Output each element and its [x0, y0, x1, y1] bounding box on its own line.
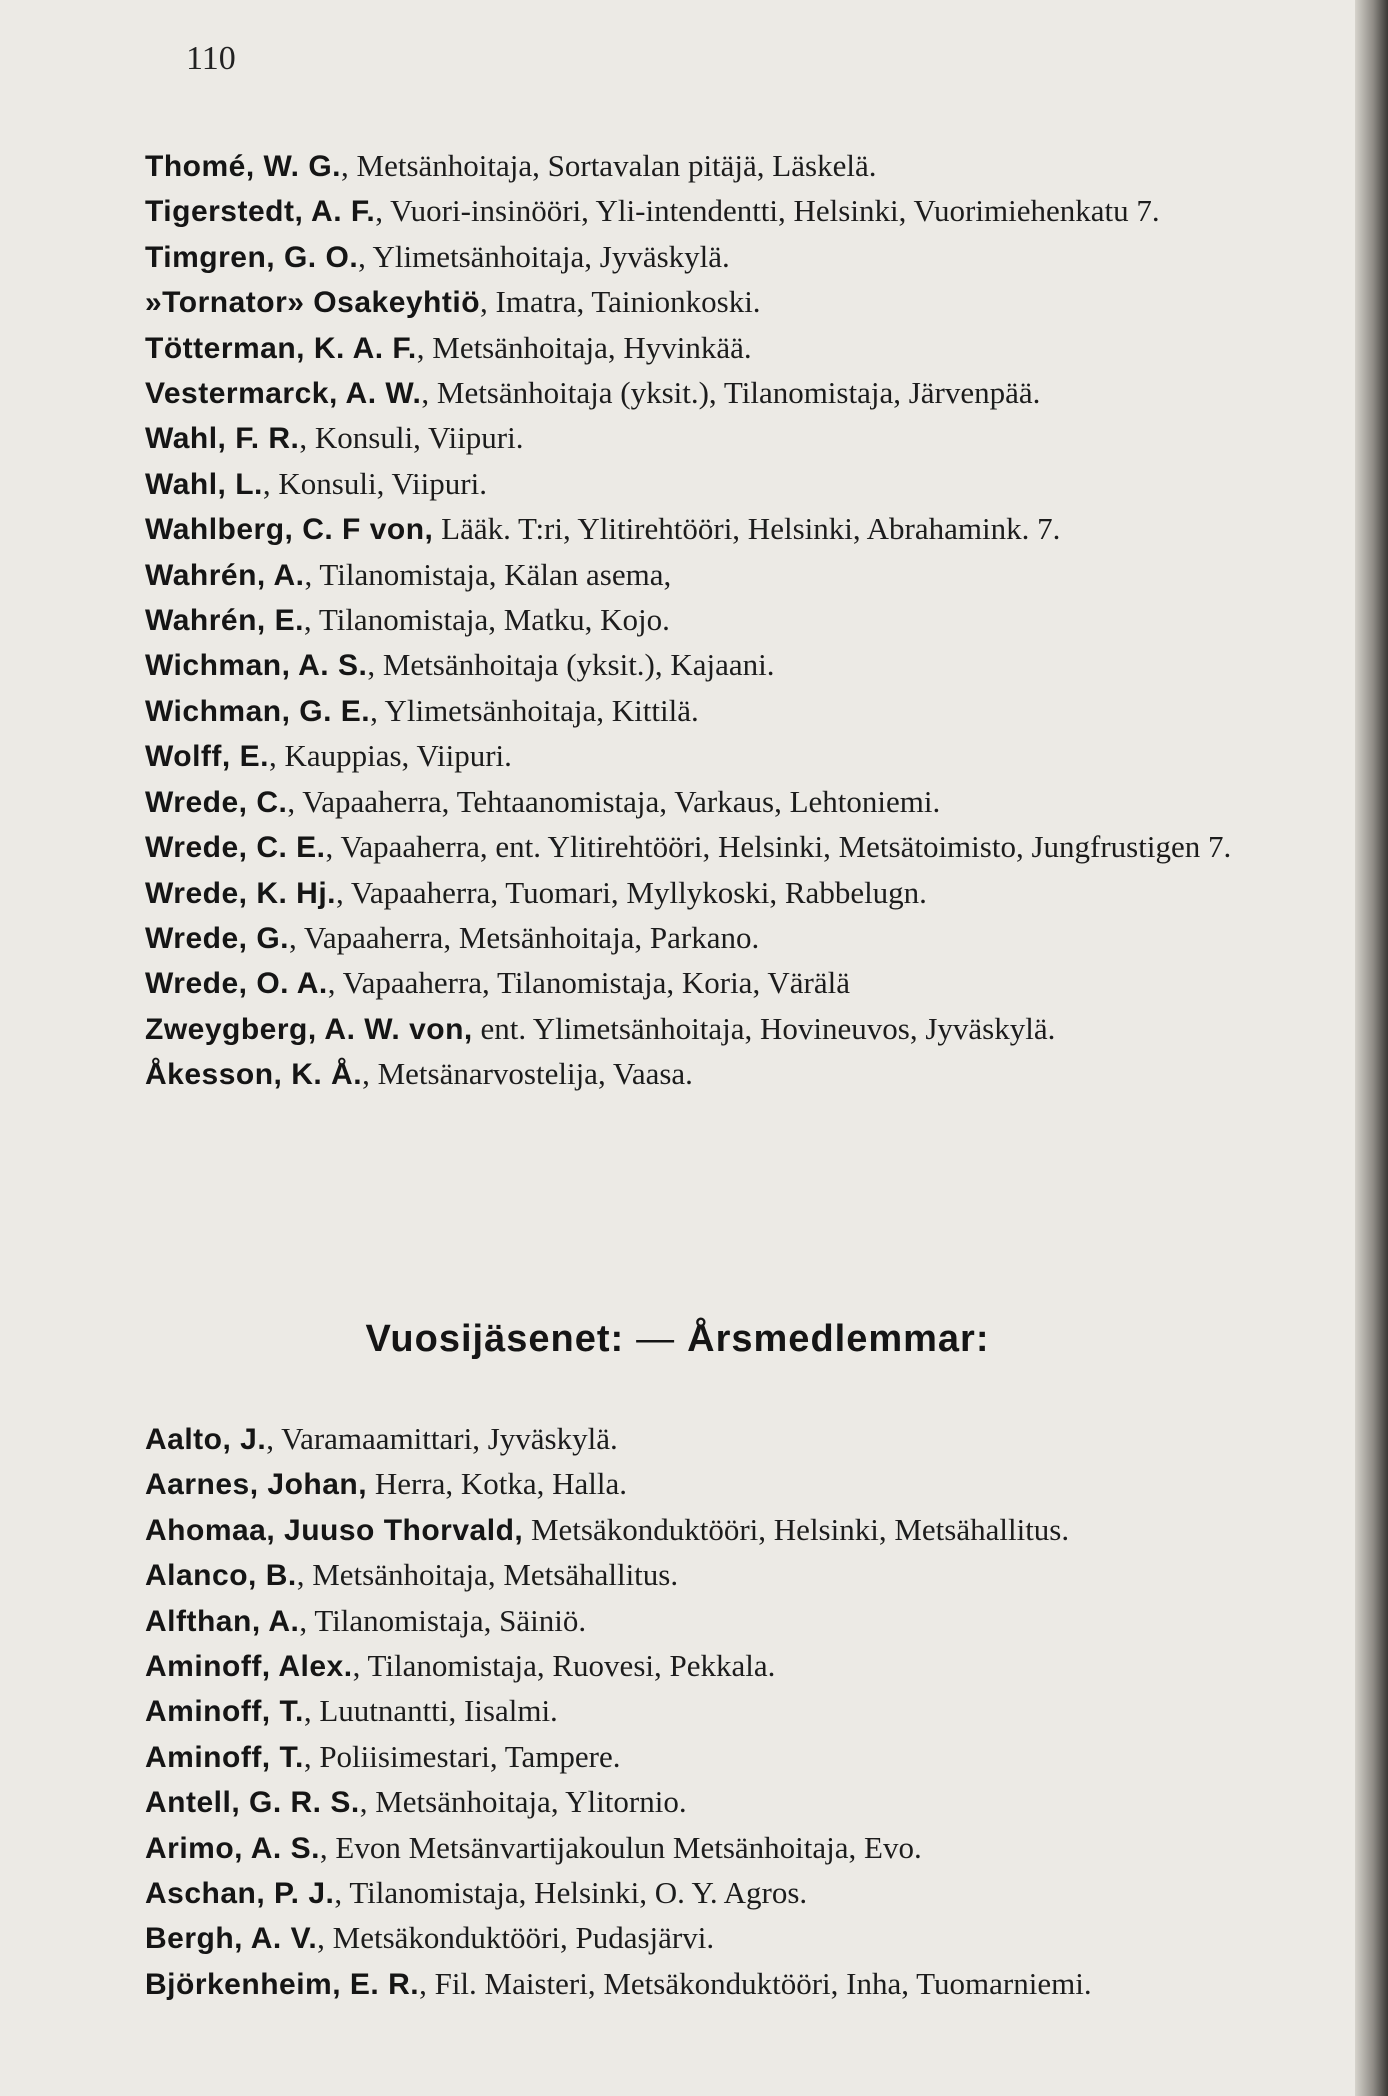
entry-details: , Konsuli, Viipuri. [299, 420, 524, 456]
entry-name: Tigerstedt, A. F. [145, 195, 376, 229]
entry-details: ent. Ylimetsänhoitaja, Hovineuvos, Jyväskylä. [472, 1010, 1056, 1046]
entry-name: Åkesson, K. Å. [145, 1058, 363, 1092]
entry-details: , Luutnantti, Iisalmi. [303, 1693, 558, 1729]
list-item [145, 1916, 1325, 1961]
member-list-lifetime [145, 144, 1325, 1098]
entry-name: Aarnes, Johan, [145, 1468, 368, 1502]
entry-details: , Metsänhoitaja, Sortavalan pitäjä, Läskelä. [341, 148, 877, 183]
entry-details: , Metsänhoitaja, Ylitornio. [359, 1784, 687, 1820]
entry-name: Aminoff, Alex. [145, 1650, 353, 1684]
entry-name: Wrede, G. [145, 921, 289, 955]
list-item [145, 280, 1325, 325]
entry-details: , Vapaaherra, Metsänhoitaja, Parkano. [288, 919, 760, 955]
entry-name: Wahl, F. R. [145, 422, 300, 456]
entry-details: , Vapaaherra, ent. Ylitirehtööri, Helsinki, Metsätoimisto, Jungfrustigen 7. [325, 829, 1232, 865]
entry-details: , Metsänhoitaja, Metsähallitus. [296, 1557, 679, 1593]
entry-details: , Tilanomistaja, Kälan asema, [304, 556, 672, 592]
entry-name: Aminoff, T. [145, 1695, 304, 1729]
section-heading [0, 1318, 1355, 1361]
list-item [145, 462, 1325, 507]
list-item [145, 643, 1325, 688]
entry-name: Alanco, B. [145, 1559, 297, 1593]
entry-details: , Konsuli, Viipuri. [262, 465, 487, 501]
list-item [145, 416, 1325, 461]
entry-name: Aalto, J. [145, 1423, 267, 1456]
page-number: 110 [186, 40, 236, 77]
entry-details: , Vapaaherra, Tilanomistaja, Koria, Värälä [327, 965, 850, 1001]
entry-details: , Tilanomistaja, Matku, Kojo. [303, 602, 670, 638]
book-spine-shadow [1355, 0, 1388, 2096]
list-item [145, 961, 1325, 1006]
entry-details: , Ylimetsänhoitaja, Kittilä. [370, 692, 699, 728]
entry-details: , Metsänhoitaja (yksit.), Kajaani. [367, 647, 775, 683]
list-item [145, 1780, 1325, 1825]
entry-details: , Tilanomistaja, Säiniö. [299, 1602, 587, 1638]
entry-name: Wrede, C. [145, 785, 288, 819]
entry-details: , Vapaaherra, Tuomari, Myllykoski, Rabbelugn. [335, 874, 927, 910]
list-item [145, 1417, 1325, 1462]
entry-name: Ahomaa, Juuso Thorvald, [145, 1513, 524, 1547]
entry-details: Lääk. T:ri, Ylitirehtööri, Helsinki, Abrahamink. 7. [433, 511, 1061, 547]
section-heading-swedish: Årsmedlemmar: [687, 1318, 990, 1360]
list-item [145, 326, 1325, 371]
list-item [145, 598, 1325, 643]
list-item [145, 1052, 1325, 1097]
entry-name: Wichman, A. S. [145, 649, 368, 683]
entry-details: , Fil. Maisteri, Metsäkonduktööri, Inha, Tuomarniemi. [419, 1965, 1092, 2001]
entry-name: Wahrén, E. [145, 604, 304, 638]
entry-details: , Tilanomistaja, Helsinki, O. Y. Agros. [334, 1875, 808, 1911]
entry-name: Alfthan, A. [145, 1604, 300, 1638]
entry-name: Arimo, A. S. [145, 1831, 320, 1865]
entry-details: , Metsänhoitaja, Hyvinkää. [416, 329, 752, 365]
entry-name: Vestermarck, A. W. [145, 377, 422, 411]
entry-details: , Metsänhoitaja (yksit.), Tilanomistaja, Järvenpää. [421, 375, 1041, 411]
list-item [145, 871, 1325, 916]
entry-name: Wahl, L. [145, 467, 263, 501]
entry-details: , Metsäkonduktööri, Pudasjärvi. [317, 1920, 715, 1956]
list-item [145, 1689, 1325, 1734]
list-item [145, 1553, 1325, 1598]
list-item [145, 371, 1325, 416]
entry-details: , Ylimetsänhoitaja, Jyväskylä. [358, 238, 730, 274]
entry-details: , Evon Metsänvartijakoulun Metsänhoitaja, Evo. [319, 1829, 922, 1865]
list-item [145, 1462, 1325, 1507]
entry-name: Wahrén, A. [145, 558, 305, 592]
list-item [145, 734, 1325, 779]
entry-name: Aminoff, T. [145, 1740, 304, 1774]
entry-details: , Poliisimestari, Tampere. [303, 1738, 621, 1774]
entry-details: , Varamaamittari, Jyväskylä. [266, 1421, 618, 1456]
list-item [145, 1007, 1325, 1052]
entry-name: Thomé, W. G. [145, 150, 342, 183]
entry-details: , Imatra, Tainionkoski. [480, 284, 761, 320]
section-heading-dash: — [636, 1318, 676, 1360]
entry-details: Metsäkonduktööri, Helsinki, Metsähallitus. [523, 1511, 1070, 1547]
entry-name: Wahlberg, C. F von, [145, 513, 434, 547]
list-item [145, 1644, 1325, 1689]
list-item [145, 1508, 1325, 1553]
list-item [145, 1599, 1325, 1644]
entry-name: Timgren, G. O. [145, 240, 359, 274]
list-item [145, 780, 1325, 825]
list-item [145, 916, 1325, 961]
entry-name: Zweygberg, A. W. von, [145, 1012, 473, 1046]
list-item [145, 235, 1325, 280]
section-heading-finnish: Vuosijäsenet: [365, 1318, 625, 1360]
entry-details: , Kauppias, Viipuri. [268, 738, 512, 774]
entry-name: Wrede, K. Hj. [145, 876, 336, 910]
entry-name: Aschan, P. J. [145, 1877, 335, 1911]
entry-name: Wrede, O. A. [145, 967, 328, 1001]
entry-name: Björkenheim, E. R. [145, 1967, 420, 2001]
list-item [145, 1826, 1325, 1871]
list-item [145, 553, 1325, 598]
list-item [145, 1871, 1325, 1916]
list-item [145, 825, 1325, 870]
entry-name: Tötterman, K. A. F. [145, 331, 417, 365]
entry-details: , Vuori-insinööri, Yli-intendentti, Helsinki, Vuorimiehenkatu 7. [375, 193, 1160, 229]
member-list-annual [145, 1417, 1325, 2007]
list-item [145, 144, 1325, 189]
entry-name: Wrede, C. E. [145, 831, 326, 865]
entry-name: Wolff, E. [145, 740, 269, 774]
entry-details: , Metsänarvostelija, Vaasa. [362, 1056, 693, 1092]
entry-name: Wichman, G. E. [145, 694, 371, 728]
list-item [145, 689, 1325, 734]
list-item [145, 1735, 1325, 1780]
entry-details: Herra, Kotka, Halla. [367, 1466, 628, 1502]
list-item [145, 1962, 1325, 2007]
entry-name: Antell, G. R. S. [145, 1786, 360, 1820]
list-item [145, 507, 1325, 552]
entry-name: Bergh, A. V. [145, 1922, 318, 1956]
entry-details: , Tilanomistaja, Ruovesi, Pekkala. [352, 1648, 776, 1684]
list-item [145, 189, 1325, 234]
entry-name: »Tornator» Osakeyhtiö [145, 286, 481, 320]
entry-details: , Vapaaherra, Tehtaanomistaja, Varkaus, Lehtoniemi. [287, 783, 941, 819]
